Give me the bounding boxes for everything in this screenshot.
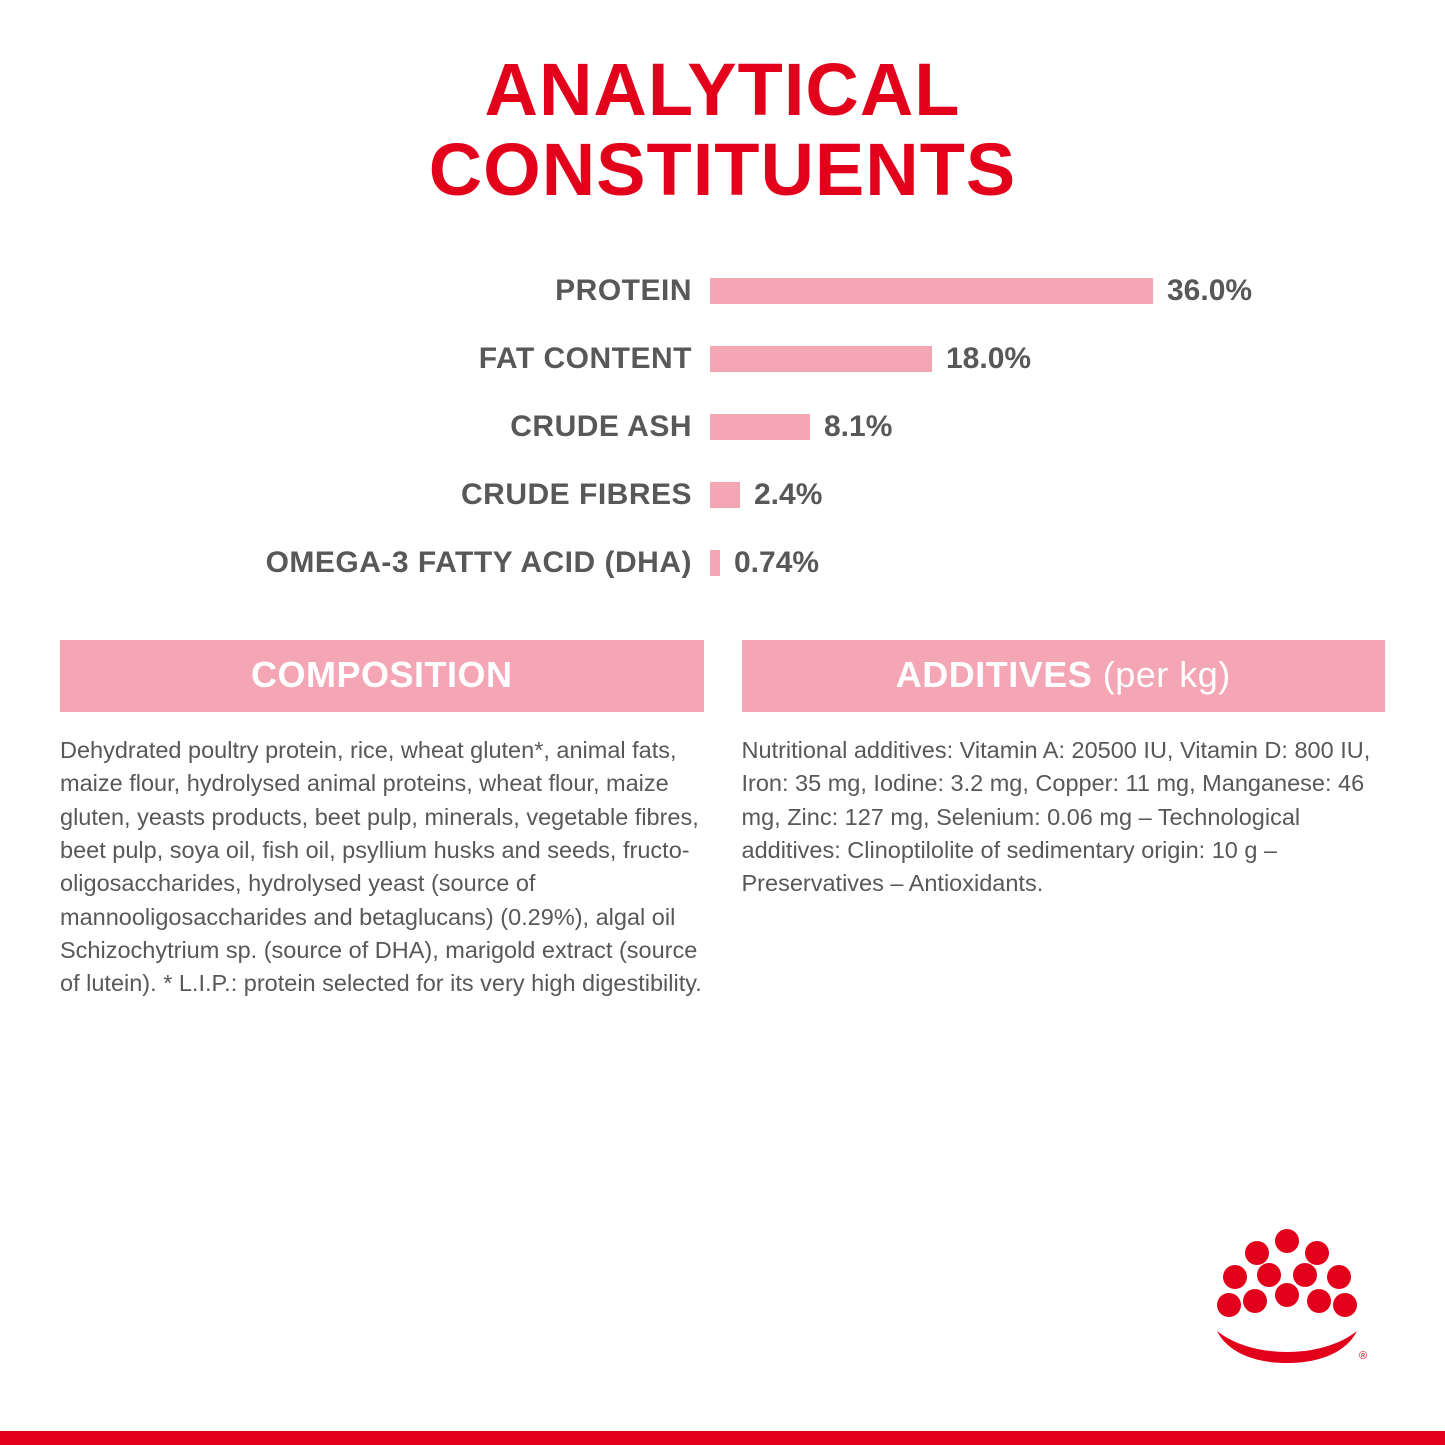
chart-row-value: 0.74% [734, 545, 820, 579]
chart-row-track [710, 546, 1385, 580]
chart-row-label: FAT CONTENT [478, 341, 692, 375]
chart-row-track [710, 410, 1385, 444]
chart-row-value: 36.0% [1167, 273, 1253, 307]
chart-row-label: CRUDE FIBRES [460, 477, 692, 511]
chart-row [60, 466, 1385, 524]
chart-bar [710, 278, 1153, 304]
composition-panel [60, 640, 704, 1001]
additives-panel-subtitle: (per kg) [1102, 653, 1231, 695]
analytical-constituents-chart [0, 262, 1445, 592]
additives-panel-body: Nutritional additives: Vitamin A: 20500 IU, Vitamin D: 800 IU, Iron: 35 mg, Iodine: 3.2 mg, Copper: 11 mg, Manganese: 46 mg, Zinc: 127 mg, Selenium: 0.06 mg – Technological additives: Clinoptilolite of sedimentary origin: 10 g – Preservatives – Antioxidants. [741, 736, 1371, 897]
chart-row-value: 18.0% [946, 341, 1032, 375]
chart-row [60, 534, 1385, 592]
composition-panel-header [60, 640, 704, 712]
chart-row-track [710, 342, 1385, 376]
chart-bar [710, 482, 740, 508]
chart-row-value: 8.1% [824, 409, 893, 443]
chart-row-label: PROTEIN [555, 273, 692, 307]
additives-panel-header [742, 640, 1386, 712]
chart-row-label: CRUDE ASH [510, 409, 692, 443]
chart-row-label: OMEGA-3 FATTY ACID (DHA) [265, 545, 692, 579]
page-title [0, 0, 1445, 210]
page-title-line-2: CONSTITUENTS [428, 127, 1017, 211]
royal-canin-logo [1207, 1227, 1367, 1367]
chart-bar [710, 414, 810, 440]
registered-mark: ® [1359, 1350, 1367, 1362]
chart-row [60, 330, 1385, 388]
page-title-line-1: ANALYTICAL [484, 48, 961, 131]
info-panels [0, 640, 1445, 1001]
chart-bar [710, 346, 932, 372]
additives-panel-title: ADDITIVES [895, 653, 1093, 695]
chart-row-value: 2.4% [754, 477, 823, 511]
bottom-red-strip [0, 1431, 1445, 1445]
chart-row-track [710, 478, 1385, 512]
composition-panel-body: Dehydrated poultry protein, rice, wheat gluten*, animal fats, maize flour, hydrolysed animal proteins, wheat flour, maize gluten, yeasts products, beet pulp, minerals, vegetable fibres, beet pulp, soya oil, fish oil, psyllium husks and seeds, fructo-oligosaccharides, hydrolysed yeast (source of mannooligosaccharides and betaglucans) (0.29%), algal oil Schizochytrium sp. (source of DHA), marigold extract (source of lutein). * L.I.P.: protein selected for its very high digestibility. [60, 736, 702, 997]
chart-row [60, 262, 1385, 320]
chart-row-track [710, 274, 1385, 308]
chart-bar [710, 550, 720, 576]
chart-row [60, 398, 1385, 456]
additives-panel [742, 640, 1386, 1001]
composition-panel-title: COMPOSITION [250, 653, 513, 695]
